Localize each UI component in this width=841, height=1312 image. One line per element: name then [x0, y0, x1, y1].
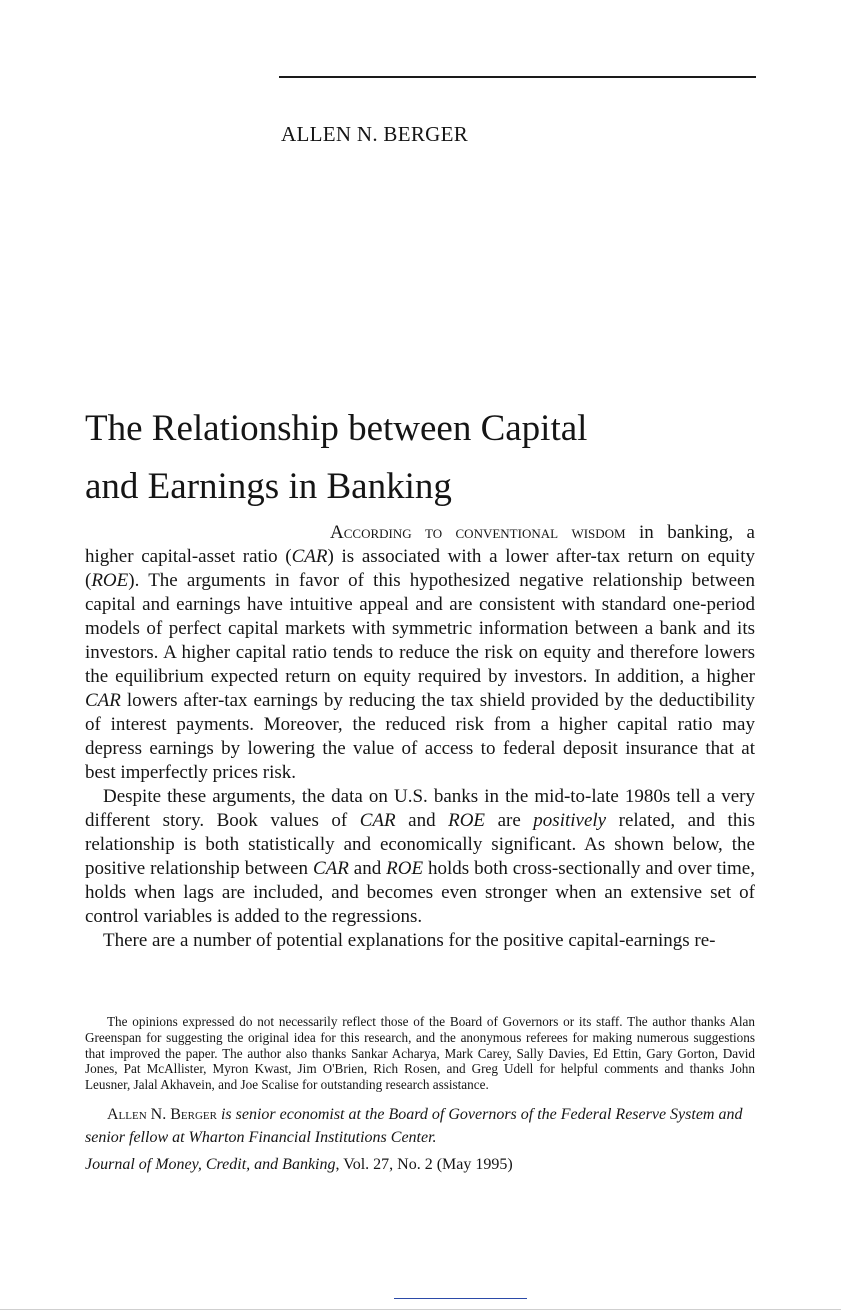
lead-in-small-caps: According to conventional wisdom	[330, 522, 626, 543]
term-car: CAR	[359, 810, 396, 831]
term-roe: ROE	[386, 858, 424, 879]
paragraph-1: According to conventional wisdom in banking, a higher capital-asset ratio (CAR) is associated with a lower after-tax return on equity (ROE). The arguments in favor of this hypothesized negative relationship between capital and earnings have intuitive appeal and are consistent with standard one-period models of perfect capital markets with symmetric information between a bank and its investors. A higher capital ratio tends to reduce the risk on equity and therefore lowers the equilibrium expected return on equity required by investors. In addition, a higher CAR lowers after-tax earnings by reducing the tax shield provided by the deductibility of interest payments. Moreover, the reduced risk from a higher capital ratio may depress earnings by lowering the value of access to federal deposit insurance that at best imperfectly prices risk.	[85, 522, 755, 783]
paragraph-2: Despite these arguments, the data on U.S. banks in the mid-to-late 1980s tell a very different story. Book values of CAR and ROE are positively related, and this relationship is both statistically and economically significant. As shown below, the positive relationship between CAR and ROE holds both cross-sectionally and over time, holds when lags are included, and becomes even stronger when an extensive set of control variables is added to the regressions.	[85, 786, 755, 927]
bottom-rule	[394, 1298, 527, 1299]
running-head-author: ALLEN N. BERGER	[281, 122, 469, 146]
term-car: CAR	[312, 858, 349, 879]
article-body	[85, 521, 755, 953]
author-note	[85, 1103, 755, 1149]
author-name: Allen N. Berger	[107, 1105, 217, 1123]
term-roe: ROE	[91, 570, 129, 591]
title-line-2: and Earnings in Banking	[85, 466, 452, 507]
acknowledgment-note: The opinions expressed do not necessarily reflect those of the Board of Governors or its staff. The author thanks Alan Greenspan for suggesting the original idea for this research, and the anonymous referees for making numerous suggestions that improved the paper. The author also thanks Sankar Acharya, Mark Carey, Sally Davies, Ed Ettin, Gary Gorton, David Jones, Pat McAllister, Myron Kwast, Jim O'Brien, Rich Rosen, and Greg Udell for helpful comments and thanks John Leusner, Jalal Akhavein, and Joe Scalise for outstanding research assistance.	[85, 1014, 755, 1093]
term-roe: ROE	[448, 810, 486, 831]
page-bottom-edge	[0, 1309, 841, 1310]
title-line-1: The Relationship between Capital	[85, 408, 588, 449]
header-rule	[279, 76, 756, 78]
author-affiliation: is senior economist at the Board of Governors of the Federal Reserve System and senior fellow at Wharton Financial Institutions Center.	[85, 1105, 743, 1146]
emphasis-positively: positively	[533, 810, 607, 831]
journal-details: , Vol. 27, No. 2 (May 1995)	[335, 1155, 513, 1173]
term-car: CAR	[291, 546, 328, 567]
paragraph-3: There are a number of potential explanations for the positive capital-earnings re-	[103, 930, 716, 951]
term-car: CAR	[85, 690, 121, 711]
journal-name: Journal of Money, Credit, and Banking	[85, 1155, 336, 1173]
footnotes	[85, 1014, 755, 1176]
journal-citation	[85, 1153, 755, 1176]
article-title	[85, 400, 587, 516]
